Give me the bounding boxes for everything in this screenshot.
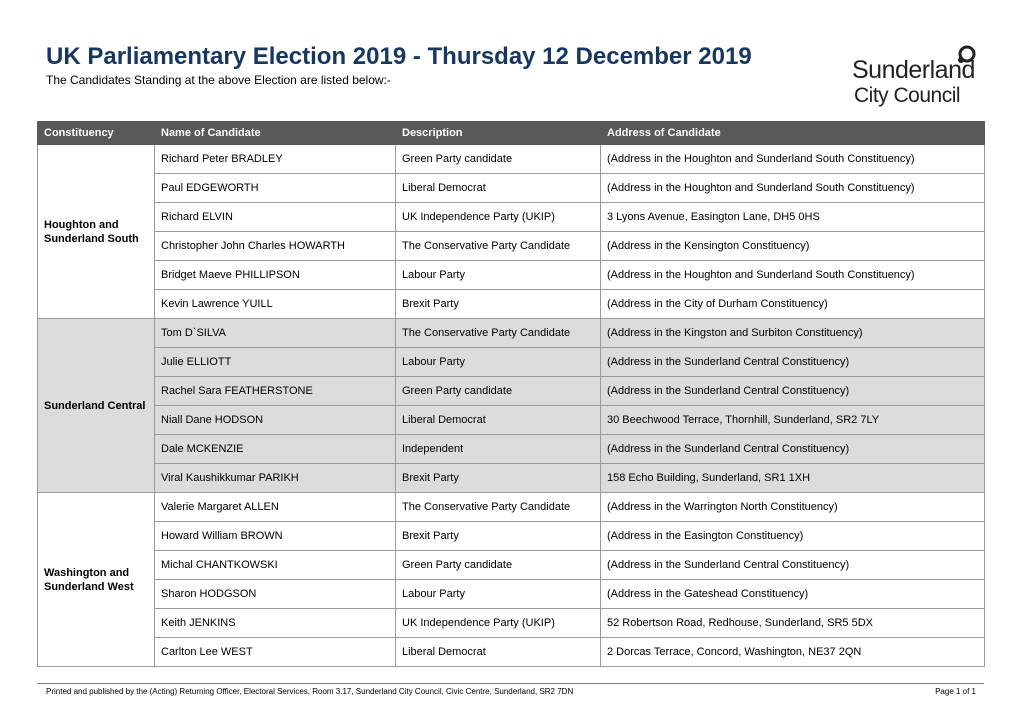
description-cell: Green Party candidate bbox=[396, 377, 601, 406]
table-row bbox=[38, 290, 985, 319]
address-cell: (Address in the Sunderland Central Constituency) bbox=[601, 435, 985, 464]
logo-line-1: Sunderland bbox=[852, 56, 975, 84]
page-title: UK Parliamentary Election 2019 - Thursday 12 December 2019 bbox=[46, 43, 752, 70]
description-cell: Green Party candidate bbox=[396, 145, 601, 174]
candidate-name-cell: Michal CHANTKOWSKI bbox=[155, 551, 396, 580]
candidate-name-cell: Julie ELLIOTT bbox=[155, 348, 396, 377]
table-row bbox=[38, 638, 985, 667]
table-row bbox=[38, 348, 985, 377]
address-cell: 52 Robertson Road, Redhouse, Sunderland, SR5 5DX bbox=[601, 609, 985, 638]
address-cell: (Address in the Sunderland Central Constituency) bbox=[601, 377, 985, 406]
candidate-name-cell: Carlton Lee WEST bbox=[155, 638, 396, 667]
constituency-cell: Houghton and Sunderland South bbox=[38, 145, 155, 319]
description-cell: Brexit Party bbox=[396, 522, 601, 551]
table-row bbox=[38, 406, 985, 435]
candidate-name-cell: Rachel Sara FEATHERSTONE bbox=[155, 377, 396, 406]
description-cell: The Conservative Party Candidate bbox=[396, 232, 601, 261]
table-row bbox=[38, 203, 985, 232]
description-cell: The Conservative Party Candidate bbox=[396, 493, 601, 522]
candidate-name-cell: Bridget Maeve PHILLIPSON bbox=[155, 261, 396, 290]
header-address: Address of Candidate bbox=[601, 122, 985, 145]
table-row bbox=[38, 609, 985, 638]
address-cell: 2 Dorcas Terrace, Concord, Washington, NE37 2QN bbox=[601, 638, 985, 667]
logo-line-2: City Council bbox=[854, 84, 961, 107]
address-cell: (Address in the Easington Constituency) bbox=[601, 522, 985, 551]
candidate-name-cell: Sharon HODGSON bbox=[155, 580, 396, 609]
candidate-name-cell: Viral Kaushikkumar PARIKH bbox=[155, 464, 396, 493]
description-cell: Labour Party bbox=[396, 580, 601, 609]
table-header-row bbox=[38, 122, 985, 145]
candidate-name-cell: Niall Dane HODSON bbox=[155, 406, 396, 435]
description-cell: UK Independence Party (UKIP) bbox=[396, 203, 601, 232]
header-description: Description bbox=[396, 122, 601, 145]
candidate-name-cell: Howard William BROWN bbox=[155, 522, 396, 551]
description-cell: Brexit Party bbox=[396, 464, 601, 493]
table-row bbox=[38, 232, 985, 261]
footer-divider bbox=[37, 683, 984, 684]
table-row bbox=[38, 174, 985, 203]
candidate-name-cell: Richard ELVIN bbox=[155, 203, 396, 232]
description-cell: The Conservative Party Candidate bbox=[396, 319, 601, 348]
address-cell: 3 Lyons Avenue, Easington Lane, DH5 0HS bbox=[601, 203, 985, 232]
candidate-name-cell: Valerie Margaret ALLEN bbox=[155, 493, 396, 522]
candidates-table bbox=[37, 121, 985, 667]
table-row bbox=[38, 319, 985, 348]
address-cell: (Address in the Sunderland Central Constituency) bbox=[601, 551, 985, 580]
candidate-name-cell: Dale MCKENZIE bbox=[155, 435, 396, 464]
address-cell: (Address in the Gateshead Constituency) bbox=[601, 580, 985, 609]
address-cell: (Address in the Kingston and Surbiton Constituency) bbox=[601, 319, 985, 348]
header-constituency: Constituency bbox=[38, 122, 155, 145]
description-cell: Liberal Democrat bbox=[396, 406, 601, 435]
table-row bbox=[38, 551, 985, 580]
address-cell: (Address in the Kensington Constituency) bbox=[601, 232, 985, 261]
candidate-name-cell: Kevin Lawrence YUILL bbox=[155, 290, 396, 319]
candidate-name-cell: Paul EDGEWORTH bbox=[155, 174, 396, 203]
page-subtitle: The Candidates Standing at the above Election are listed below:- bbox=[46, 73, 391, 87]
description-cell: Independent bbox=[396, 435, 601, 464]
description-cell: UK Independence Party (UKIP) bbox=[396, 609, 601, 638]
address-cell: (Address in the Sunderland Central Constituency) bbox=[601, 348, 985, 377]
address-cell: (Address in the Houghton and Sunderland South Constituency) bbox=[601, 261, 985, 290]
constituency-cell: Sunderland Central bbox=[38, 319, 155, 493]
table-row bbox=[38, 145, 985, 174]
sunderland-city-council-logo bbox=[852, 42, 982, 110]
description-cell: Labour Party bbox=[396, 348, 601, 377]
table-row bbox=[38, 464, 985, 493]
header-candidate-name: Name of Candidate bbox=[155, 122, 396, 145]
description-cell: Liberal Democrat bbox=[396, 174, 601, 203]
address-cell: (Address in the City of Durham Constituency) bbox=[601, 290, 985, 319]
page-number: Page 1 of 1 bbox=[935, 687, 976, 696]
footer-imprint: Printed and published by the (Acting) Returning Officer, Electoral Services, Room 3.17, Sunderland City Council, Civic Centre, Sunderland, SR2 7DN bbox=[46, 687, 574, 696]
candidate-name-cell: Keith JENKINS bbox=[155, 609, 396, 638]
description-cell: Green Party candidate bbox=[396, 551, 601, 580]
description-cell: Liberal Democrat bbox=[396, 638, 601, 667]
candidate-name-cell: Christopher John Charles HOWARTH bbox=[155, 232, 396, 261]
description-cell: Brexit Party bbox=[396, 290, 601, 319]
address-cell: (Address in the Warrington North Constituency) bbox=[601, 493, 985, 522]
address-cell: 30 Beechwood Terrace, Thornhill, Sunderland, SR2 7LY bbox=[601, 406, 985, 435]
address-cell: 158 Echo Building, Sunderland, SR1 1XH bbox=[601, 464, 985, 493]
candidate-name-cell: Richard Peter BRADLEY bbox=[155, 145, 396, 174]
table-row bbox=[38, 522, 985, 551]
table-row bbox=[38, 580, 985, 609]
address-cell: (Address in the Houghton and Sunderland South Constituency) bbox=[601, 174, 985, 203]
table-row bbox=[38, 435, 985, 464]
table-row bbox=[38, 377, 985, 406]
constituency-cell: Washington and Sunderland West bbox=[38, 493, 155, 667]
address-cell: (Address in the Houghton and Sunderland South Constituency) bbox=[601, 145, 985, 174]
candidate-name-cell: Tom D`SILVA bbox=[155, 319, 396, 348]
table-row bbox=[38, 261, 985, 290]
description-cell: Labour Party bbox=[396, 261, 601, 290]
table-row bbox=[38, 493, 985, 522]
